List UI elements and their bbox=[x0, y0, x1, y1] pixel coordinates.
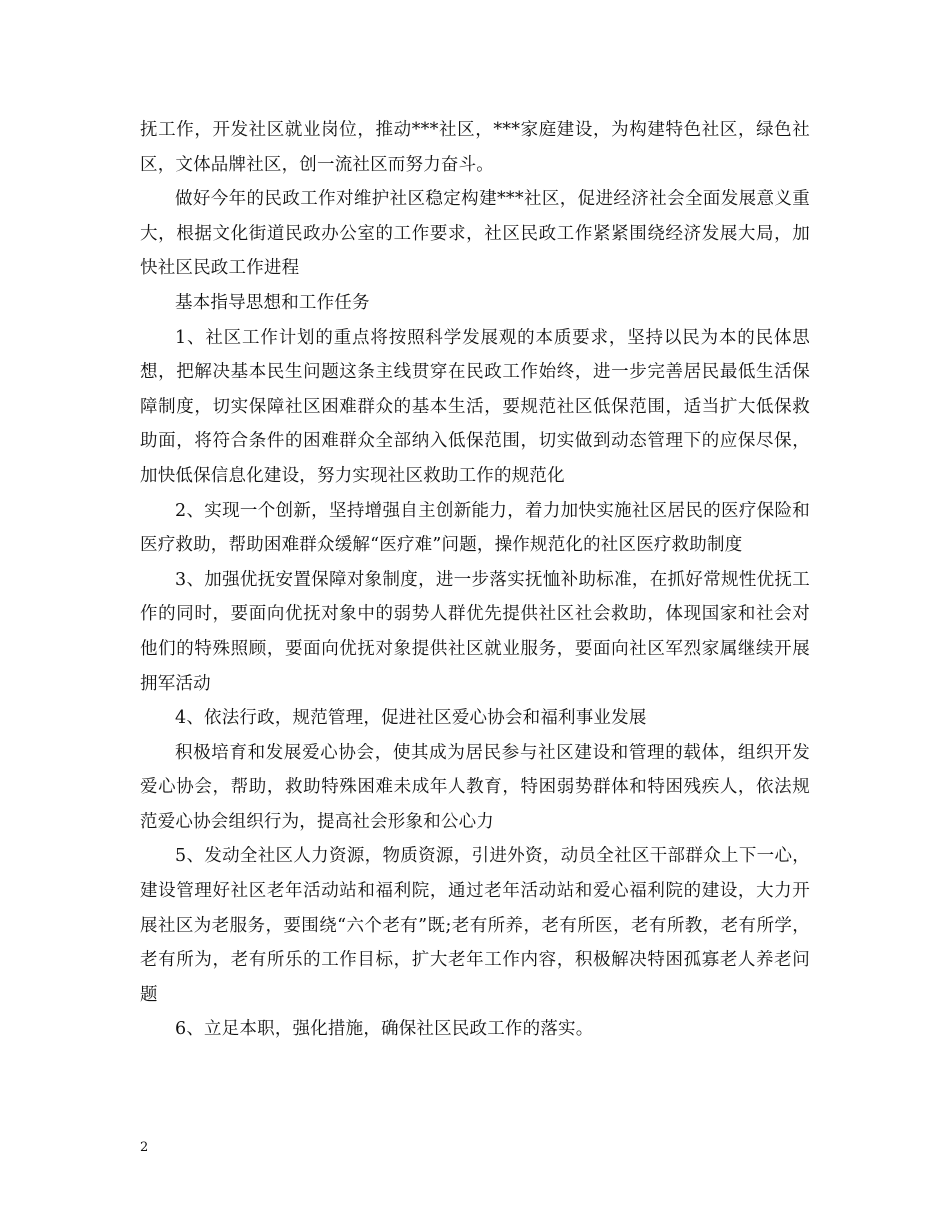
section-heading: 基本指导思想和工作任务 bbox=[175, 292, 370, 313]
paragraph-item-6: 6、立足本职，强化措施，确保社区民政工作的落实。 bbox=[175, 1019, 594, 1040]
paragraph-item-4-detail: 积极培育和发展爱心协会，使其成为居民参与社区建设和管理的载体，组织开发爱心协会，帮助，救助特殊困难未成年人教育，特困弱势群体和特困残疾人，依法规范爱心协会组织行为，提高社会形象和公心力 bbox=[140, 742, 810, 832]
paragraph-item-1: 1、社区工作计划的重点将按照科学发展观的本质要求，坚持以民为本的民体思想，把解决基本民生问题这条主线贯穿在民政工作始终，进一步完善居民最低生活保障制度，切实保障社区困难群众的基本生活，要规范社区低保范围，适当扩大低保救助面，将符合条件的困难群众全部纳入低保范围，切实做到动态管理下的应保尽保，加快低保信息化建设，努力实现社区救助工作的规范化 bbox=[140, 327, 810, 486]
paragraph-item-2: 2、实现一个创新，坚持增强自主创新能力，着力加快实施社区居民的医疗保险和医疗救助，帮助困难群众缓解“医疗难”问题，操作规范化的社区医疗救助制度 bbox=[140, 500, 810, 556]
page-number: 2 bbox=[140, 1140, 149, 1155]
paragraph-item-4: 4、依法行政，规范管理，促进社区爱心协会和福利事业发展 bbox=[175, 708, 647, 729]
paragraph-2: 做好今年的民政工作对维护社区稳定构建***社区，促进经济社会全面发展意义重大，根据文化街道民政办公室的工作要求，社区民政工作紧紧围绕经济发展大局，加快社区民政工作进程 bbox=[140, 189, 810, 279]
document-body bbox=[140, 113, 810, 1047]
paragraph-item-3: 3、加强优抚安置保障对象制度，进一步落实抚恤补助标准，在抓好常规性优抚工作的同时，要面向优抚对象中的弱势人群优先提供社区社会救助，体现国家和社会对他们的特殊照顾，要面向优抚对象提供社区就业服务，要面向社区军烈家属继续开展拥军活动 bbox=[140, 569, 810, 694]
paragraph-1: 抚工作，开发社区就业岗位，推动***社区，***家庭建设，为构建特色社区，绿色社区，文体品牌社区，创一流社区而努力奋斗。 bbox=[140, 120, 810, 175]
paragraph-item-5: 5、发动全社区人力资源，物质资源，引进外资，动员全社区干部群众上下一心，建设管理好社区老年活动站和福利院，通过老年活动站和爱心福利院的建设，大力开展社区为老服务，要围绕“六个老有”既;老有所养，老有所医，老有所教，老有所学，老有所为，老有所乐的工作目标，扩大老年工作内容，积极解决特困孤寡老人养老问题 bbox=[140, 846, 810, 1005]
